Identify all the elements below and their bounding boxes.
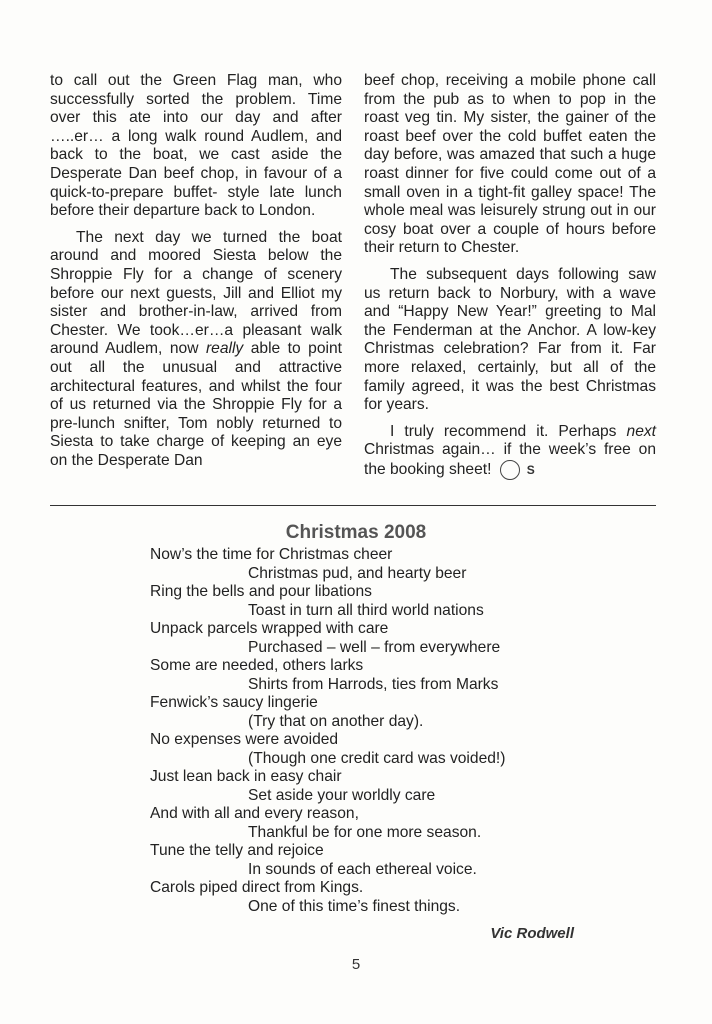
poem-line: One of this time’s finest things.: [248, 897, 461, 915]
poem-line: Carols piped direct from Kings.: [150, 879, 364, 896]
poem-line: Some are needed, others larks: [150, 657, 364, 674]
poem-line: Thankful be for one more season.: [248, 823, 482, 841]
article-paragraph: beef chop, receiving a mobile phone call from the pub as to when to pop in the roast veg tin. My sister, the gainer of the roast beef over the cold buffet eaten the day before, was amazed that such a huge roast dinner for five could come out of a small oven in a tight-fit galley space! The whole meal was leisurely strung out in our cosy boat over a couple of hours before their return to Chester.: [364, 72, 656, 257]
poem-line: Now’s the time for Christmas cheer: [150, 546, 393, 563]
siesta-logo-icon: S: [500, 460, 520, 480]
poem-author: Vic Rodwell: [490, 925, 574, 942]
poem-line: Unpack parcels wrapped with care: [150, 620, 389, 637]
poem-line: Just lean back in easy chair: [150, 768, 342, 785]
poem-line: Fenwick’s saucy lingerie: [150, 694, 318, 711]
poem-line: Set aside your worldly care: [248, 786, 436, 804]
poem-line: (Try that on another day).: [248, 712, 424, 730]
poem-line: Tune the telly and rejoice: [150, 842, 324, 859]
poem-line: Ring the bells and pour libations: [150, 583, 372, 600]
article-paragraph: to call out the Green Flag man, who successfully sorted the problem. Time over this ate into our day and after …..er… a long walk round Audlem, and back to the boat, we cast aside the Desperate Dan beef chop, in favour of a quick-to-prepare buffet- style late lunch before their departure back to London.: [50, 72, 342, 220]
poem-line: (Though one credit card was voided!): [248, 749, 506, 767]
poem-line: Purchased – well – from everywhere: [248, 638, 501, 656]
poem-line: And with all and every reason,: [150, 805, 359, 822]
poem-line: No expenses were avoided: [150, 731, 339, 748]
poem-line: Shirts from Harrods, ties from Marks: [248, 675, 499, 693]
article-right-column: [364, 72, 656, 488]
article-paragraph: I truly recommend it. Perhaps next Christmas again… if the week’s free on the booking sheet! S: [364, 422, 656, 478]
section-divider: [50, 505, 656, 506]
article-paragraph: The subsequent days following saw us return back to Norbury, with a wave and “Happy New Year!” greeting to Mal the Fenderman at the Anchor. A low-key Christmas celebration? Far from it. Far more relaxed, certainly, but all of the family agreed, it was the best Christmas for years.: [364, 265, 656, 414]
article-paragraph: The next day we turned the boat around and moored Siesta below the Shroppie Fly for a change of scenery before our next guests, Jill and Elliot my sister and brother-in-law, arrived from Chester. We took…er…a pleasant walk around Audlem, now really able to point out all the unusual and attractive architectural features, and whilst the four of us returned via the Shroppie Fly for a pre-lunch snifter, Tom nobly returned to Siesta to take charge of keeping an eye on the Desperate Dan: [50, 228, 342, 469]
poem-title: Christmas 2008: [285, 522, 427, 543]
poem-body: [150, 546, 505, 916]
poem-line: Christmas pud, and hearty beer: [248, 564, 467, 582]
page-number: 5: [351, 956, 361, 973]
poem-line: Toast in turn all third world nations: [248, 601, 484, 619]
poem-line: In sounds of each ethereal voice.: [248, 860, 477, 878]
article-left-column: [50, 72, 342, 478]
